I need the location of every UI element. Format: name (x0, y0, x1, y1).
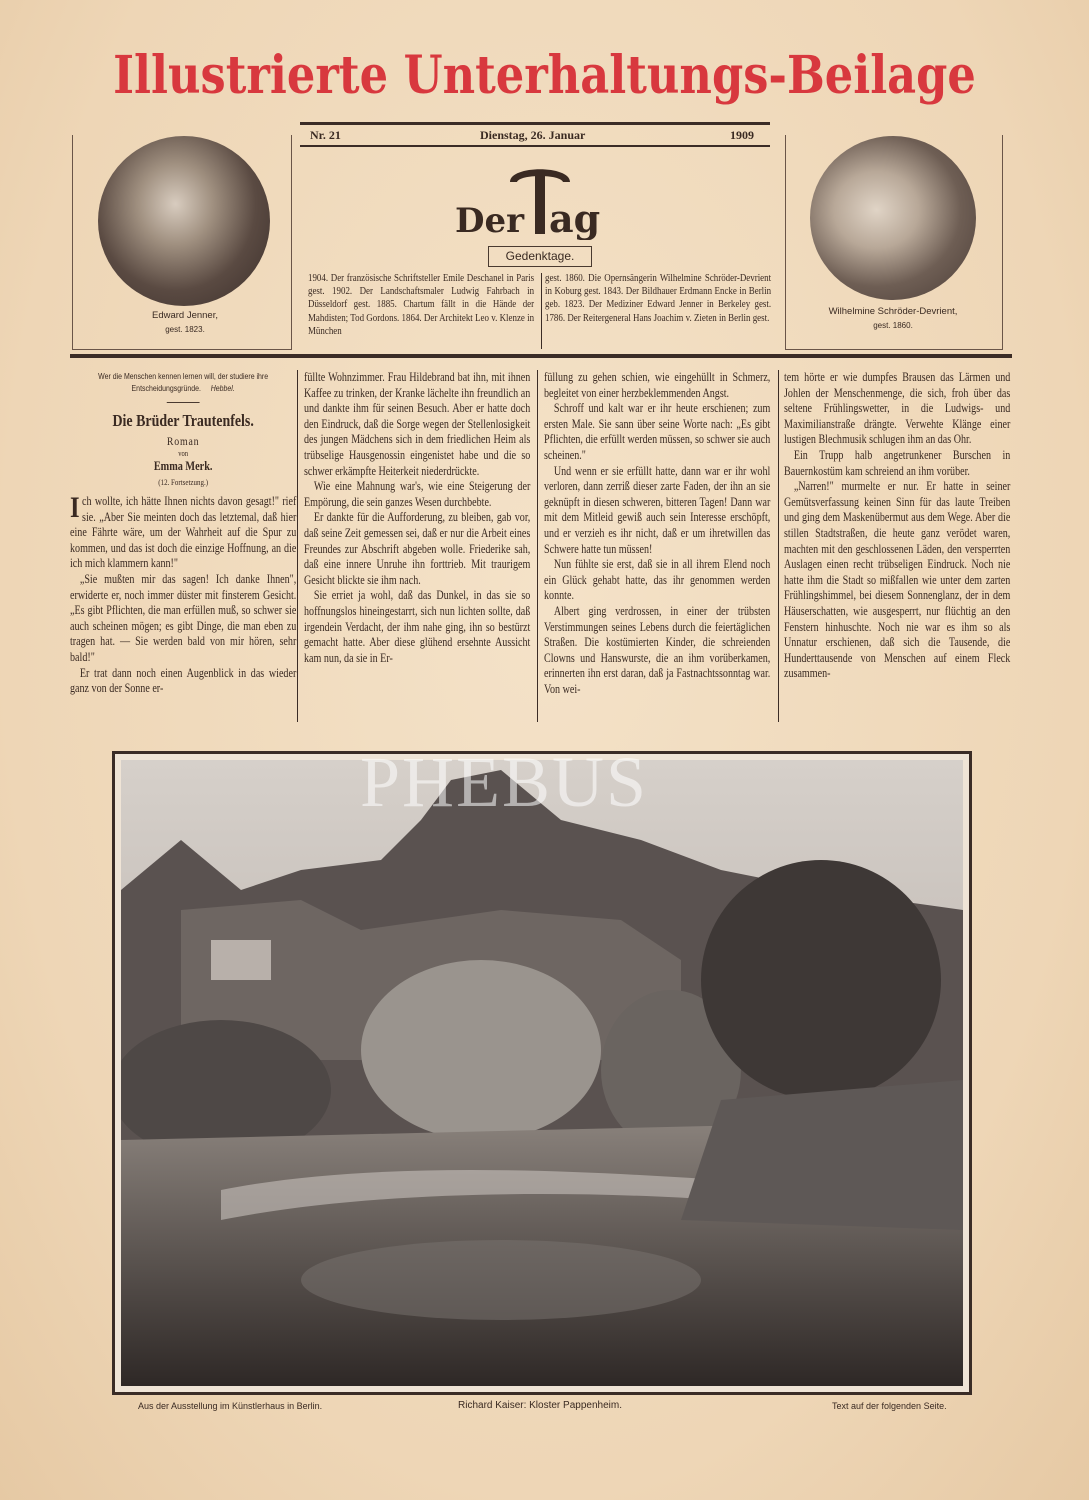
story-column-2 (304, 370, 530, 666)
issue-number: Nr. 21 (310, 128, 341, 142)
paragraph: Nun fühlte sie erst, daß sie in all ihrem Elend noch ein Glück gehabt hatte, das ihr genommen werden konnte. (544, 557, 771, 603)
paragraph: „Narren!" murmelte er nur. Er hatte in seiner Gemütsverfassung keinen Sinn für das laute Treiben und ging dem Maskenübermut aus dem Wege. Aber die stillen Stadtstraßen, die heute ganz verödet waren, machten mit den geschlossenen Läden, den versperrten Auslagen einen recht trübseligen Eindruck. Noch nie hatte ihm die Stadt so mißfallen wie unter dem zarten Frühlingshimmel, bei diesem Sonnenglanz, der in dem Häuserschatten, wie ausgesperrt, nur flüchtig an den Fenstern hinhuschte. Noch nie war es ihm so als Unnatur erschienen, daß sich die Tausende, die Hunderttausende von Menschen auf einem Fleck zusammen- (784, 479, 1011, 681)
column-divider (297, 370, 298, 722)
paragraph: Albert ging verdrossen, in einer der trübsten Verstimmungen seines Lebens durch die feiertäglichen Straßen. Die kostümierten Kinder, die schreienden Clowns und Hanswurste, die an ihm vorüberkamen, erinnerten ihn erst daran, daß ja Fastnachtssonntag war. Von wei- (544, 603, 771, 696)
portrait-note-right: gest. 1860. (873, 321, 913, 330)
story-column-3 (544, 370, 770, 697)
paragraph: füllte Wohnzimmer. Frau Hildebrand bat ihn, mit ihnen Kaffee zu trinken, der Kranke lächelte ihn freundlich an und dankte ihm für seinen Besuch. Aber er hatte doch den Eindruck, daß die Sorge wegen der Stellenlosigkeit des jungen Mädchens sich in dem friedlichen Heim als trübselige Hausgenossin eingenistet habe und die so schwer erkämpfte Heiterkeit niederdrückte. (304, 370, 531, 478)
der-tag-logo (455, 160, 625, 240)
gedenktage-column-1: 1904. Der französische Schriftsteller Emile Deschanel in Paris gest. 1902. Der Landschaftsmaler Ludwig Fahrbach in Düsseldorf gest. 1885. Chartum fällt in die Hände der Mahdisten; Tod Gordons. 1864. Der Architekt Leo v. Klenze in München (308, 273, 535, 337)
svg-text:Der: Der (455, 201, 525, 240)
section-rule (70, 354, 1012, 358)
illustration-frame (112, 751, 972, 1395)
divider (167, 402, 200, 403)
gedenktage-heading: Gedenktage. (488, 246, 592, 267)
paragraph: Ein Trupp halb angetrunkener Burschen in Bauernkostüm kam schreiend an ihm vorüber. (784, 447, 1011, 478)
header-rule-top (300, 122, 770, 125)
epigraph: Wer die Menschen kennen lernen will, der studiere ihre Entscheidungsgründe. Hebbel. (98, 371, 269, 393)
paragraph: tem hörte er wie dumpfes Brausen das Lärmen und Johlen der Menschenmenge, die sich, froh über das seltene Frühlingswetter, in die Ludwigs- und Maximilianstraße drängte. Verwehte Klänge einer lustigen Blechmusik schlugen ihm an das Ohr. (784, 370, 1011, 447)
paragraph: Und wenn er sie erfüllt hatte, dann war er ihr wohl verloren, dann zerriß dieser zarte Faden, der ihn an sie geknüpft in diesen schweren, bitteren Tagen! Dann war mit dem Mitleid gewiß auch sein Interesse erschöpft, und er verzieh es ihr nicht, daß er um ihretwillen das Schwere hatte tun müssen! (544, 463, 771, 556)
story-installment: (12. Fortsetzung.) (158, 477, 209, 487)
gedenktage-column-2: gest. 1860. Die Opernsängerin Wilhelmine Schröder-Devrient in Koburg gest. 1843. Der Bildhauer Erdmann Encke in Berlin geb. 1823. Der Mediziner Edward Jenner in Berkeley gest. 1786. Der Reitergeneral Hans Joachim v. Zieten in Berlin gest. (545, 273, 772, 324)
caption-exhibition: Aus der Ausstellung im Künstlerhaus in Berlin. (138, 1401, 323, 1411)
paragraph: Er dankte für die Aufforderung, zu bleiben, gab vor, daß seine Zeit gemessen sei, daß er nur die Arbeit eines Freundes zur Abschrift abgeben wolle. Friederike sah, daß eine innere Unruhe ihn forttrieb. Mit traurigem Gesicht blickte sie ihm nach. (304, 510, 531, 587)
story-column-1 (70, 370, 296, 697)
story-author: Emma Merk. (153, 459, 213, 473)
portrait-wilhelmine-schroeder-devrient (810, 136, 976, 300)
paragraph: Er trat dann noch einen Augenblick in das wieder ganz von der Sonne er- (70, 665, 297, 696)
masthead-title: Illustrierte Unterhaltungs-Beilage (113, 45, 976, 106)
paragraph: Ich wollte, ich hätte Ihnen nichts davon gesagt!" rief sie. „Aber Sie meinten doch das letztemal, daß hier eine Fährte wäre, um der Wahrheit auf die Spur zu kommen, und das ist doch die einzige Hoffnung, an die ich mich klammern kann!" (70, 491, 297, 571)
paragraph: „Sie mußten mir das sagen! Ich danke Ihnen", erwiderte er, noch immer düster mit finsterem Gesicht. „Es gibt Pflichten, die man erfüllen muß, so schwer sie auch scheinen mögen; es gibt Dinge, die man eben zu tragen hat. — Sie werden bald von mir hören, sehr bald!" (70, 571, 297, 664)
painting-kloster-pappenheim (121, 760, 963, 1386)
story-title: Die Brüder Trautenfels. (112, 411, 254, 430)
portrait-note-left: gest. 1823. (165, 325, 205, 334)
header-rule-bottom (300, 145, 770, 147)
caption-artwork-title: Richard Kaiser: Kloster Pappenheim. (458, 1400, 622, 1411)
paragraph: Wie eine Mahnung war's, wie eine Steigerung der Empörung, die sein ganzes Wesen durchbebte. (304, 479, 531, 509)
column-divider (537, 370, 538, 722)
svg-text:ag: ag (549, 196, 601, 240)
portrait-edward-jenner (98, 136, 270, 306)
issue-date: Dienstag, 26. Januar (480, 128, 586, 142)
epigraph-author: Hebbel. (210, 383, 235, 393)
portrait-caption-left: Edward Jenner, (151, 310, 218, 321)
gedenktage-divider (541, 273, 542, 349)
story-column-4 (784, 370, 1010, 682)
story-genre: Roman (166, 434, 200, 448)
watermark: PHEBUS (360, 742, 649, 822)
drop-cap: I (70, 491, 80, 524)
caption-continued: Text auf der folgenden Seite. (832, 1401, 947, 1411)
issue-year: 1909 (730, 128, 754, 142)
paragraph: Schroff und kalt war er ihr heute erschienen; zum ersten Male. Sie sann über seine Worte nach: „Es gibt Pflichten, die erfüllt werden müssen, so schwer sie auch scheinen." (544, 401, 771, 462)
paragraph: Sie erriet ja wohl, daß das Dunkel, in das sie so hoffnungslos hineingestarrt, sich nun lichten sollte, daß irgendein Verdacht, der ihm nahe ging, ihn so bestürzt gemacht hatte. Aber diese glühend ersehnte Aussicht kam nun, da sie in Er- (304, 588, 531, 665)
portrait-caption-right: Wilhelmine Schröder-Devrient, (828, 306, 958, 317)
column-divider (778, 370, 779, 722)
story-by: von (178, 449, 189, 458)
paragraph: füllung zu gehen schien, wie eingehüllt in Schmerz, begleitet von einer herzbeklemmenden Angst. (544, 370, 771, 400)
